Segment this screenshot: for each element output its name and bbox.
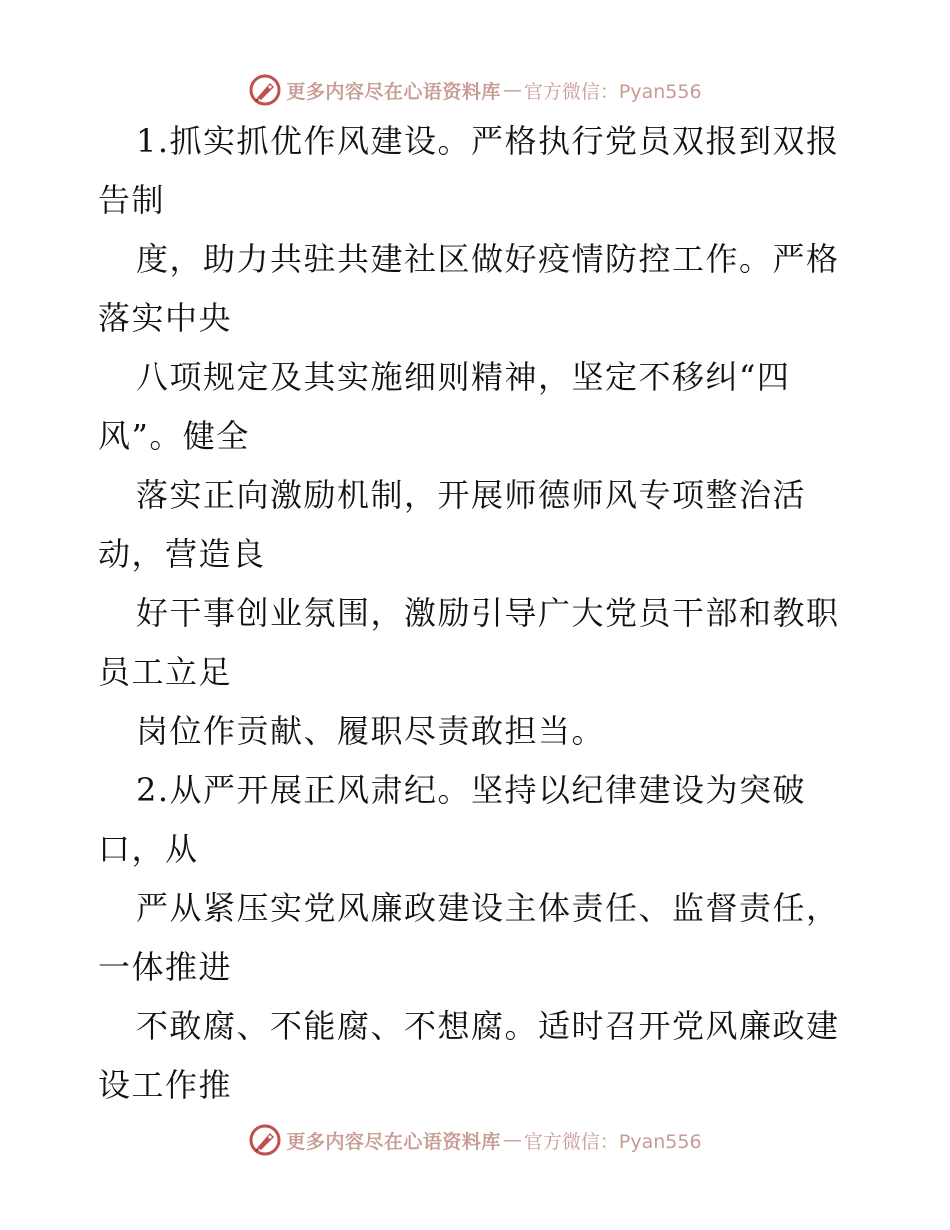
footer-watermark bbox=[0, 1120, 950, 1160]
watermark-wechat: 官方微信：Pyan556 bbox=[523, 80, 702, 103]
text-line: 1.抓实抓优作风建设。严格执行党员双报到双报 bbox=[136, 122, 840, 160]
text-line: 岗位作贡献、履职尽责敢担当。 bbox=[136, 712, 606, 750]
pen-nib-logo-icon bbox=[248, 73, 282, 107]
text-line: 风”。健全 bbox=[98, 417, 250, 455]
text-line: 告制 bbox=[98, 181, 166, 219]
text-line: 2.从严开展正风肃纪。坚持以纪律建设为突破 bbox=[136, 771, 807, 809]
text-line: 落实中央 bbox=[98, 299, 233, 337]
text-line: 一体推进 bbox=[98, 948, 233, 986]
watermark-separator: — bbox=[502, 79, 522, 101]
header-watermark bbox=[0, 70, 950, 110]
pen-nib-logo-icon bbox=[248, 1123, 282, 1157]
watermark-text: 更多内容尽在心语资料库 bbox=[286, 80, 501, 103]
text-line: 好干事创业氛围，激励引导广大党员干部和教职 bbox=[136, 594, 840, 632]
text-line: 口，从 bbox=[98, 830, 199, 868]
text-line: 严从紧压实党风廉政建设主体责任、监督责任， bbox=[136, 889, 840, 927]
watermark-text: 更多内容尽在心语资料库 bbox=[286, 1130, 501, 1153]
text-line: 设工作推 bbox=[98, 1066, 233, 1104]
watermark-wechat: 官方微信：Pyan556 bbox=[523, 1130, 702, 1153]
text-line: 员工立足 bbox=[98, 653, 233, 691]
text-line: 八项规定及其实施细则精神，坚定不移纠“四 bbox=[136, 358, 791, 396]
text-line: 不敢腐、不能腐、不想腐。适时召开党风廉政建 bbox=[136, 1007, 840, 1045]
watermark-separator: — bbox=[502, 1129, 522, 1151]
text-line: 落实正向激励机制，开展师德师风专项整治活 bbox=[136, 476, 807, 514]
document-body bbox=[98, 112, 858, 1115]
text-line: 度，助力共驻共建社区做好疫情防控工作。严格 bbox=[136, 240, 840, 278]
text-line: 动，营造良 bbox=[98, 535, 266, 573]
